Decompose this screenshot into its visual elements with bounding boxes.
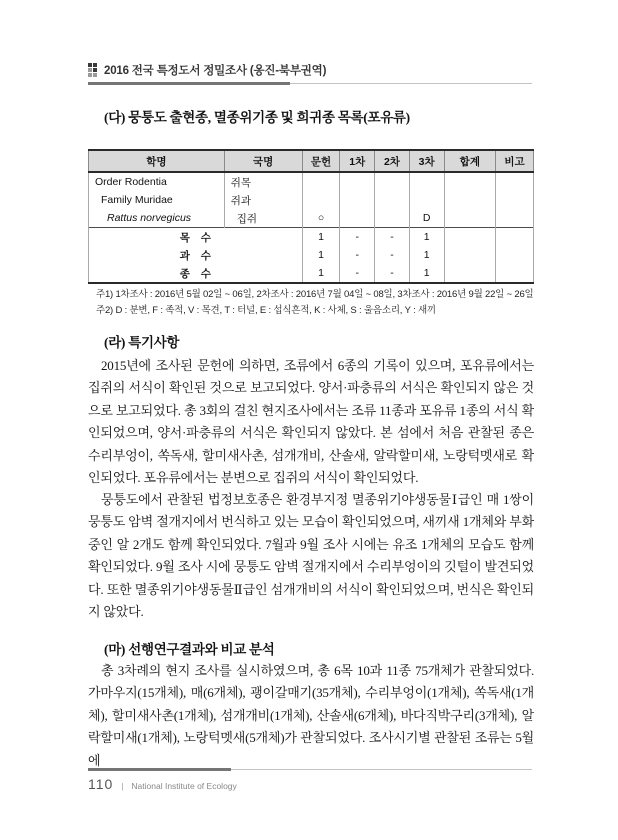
section-heading-ra: (라) 특기사항 [104,335,180,350]
table-row [89,191,534,209]
col-header-note: 비고 [496,150,534,172]
page-footer [88,776,237,792]
cell-survey1 [340,209,375,228]
cell-total [444,264,496,283]
footnote-1: 주1) 1차조사 : 2016년 5월 02일 ~ 06일, 2차조사 : 2016년 7월 04일 ~ 08일, 3차조사 : 2016년 9월 22일 ~ 26일 [96,289,534,300]
col-header-literature: 문헌 [302,150,340,172]
cell-note [496,191,534,209]
cell-survey2 [375,191,410,209]
cell-literature: 1 [302,228,340,247]
footer-divider: | [121,782,124,791]
cell-survey1: - [340,264,375,283]
cell-survey2: - [375,228,410,247]
footnote-2: 주2) D : 분변, F : 족적, V : 목견, T : 터널, E : 섭식흔적, K : 사체, S : 울음소리, Y : 새끼 [96,305,436,316]
cell-total [444,228,496,247]
running-header [88,62,532,78]
cell-literature [302,191,340,209]
cell-survey2: - [375,246,410,264]
paragraph-ma-1: 총 3차례의 현지 조사를 실시하였으며, 총 6목 10과 11종 75개체가 관찰되었다. 가마우지(15개체), 매(6개체), 괭이갈매기(35개체), 수리부엉이(1개체), 쏙독새(1개체), 할미새사촌(1개체), 섬개개비(1개체), 산솔새(6개체), 바다직박구리(3개체), 알락할미새(1개체), 노랑턱멧새(5개체)가 관찰되었다. 조사시기별 관찰된 조류는 5월에 [88,663,534,768]
col-header-survey3: 3차 [409,150,444,172]
summary-row-families [89,246,534,264]
cell-survey3 [409,172,444,191]
sci-name: Order Rodentia [89,172,225,191]
summary-label: 종 수 [89,264,303,283]
cell-literature [302,172,340,191]
col-header-sci-name: 학명 [89,150,225,172]
kor-name: 쥐목 [224,172,302,191]
kor-name: 쥐과 [224,191,302,209]
paragraph-ra-2: 뭉퉁도에서 관찰된 법정보호종은 환경부지정 멸종위기야생동물Ⅰ급인 매 1쌍이 뭉퉁도 암벽 절개지에서 번식하고 있는 모습이 확인되었으며, 새끼새 1개체와 부화 중인 알 2개도 함께 확인되었다. 7월과 9월 조사 시에는 유조 1개체의 모습도 함께 확인되었다. 9월 조사 시에 뭉퉁도 암벽 절개지에서 수리부엉이의 깃털이 발견되었다. 또한 멸종위기야생동물Ⅱ급인 섬개개비의 서식이 확인되었으며, 번식은 확인되지 않았다. [88,492,534,620]
cell-survey2: - [375,264,410,283]
cell-survey3: 1 [409,264,444,283]
summary-row-species [89,264,534,283]
cell-survey1 [340,172,375,191]
table-row [89,172,534,191]
col-header-survey2: 2차 [375,150,410,172]
cell-total [444,172,496,191]
paragraph-ra-1: 2015년에 조사된 문헌에 의하면, 조류에서 6종의 기록이 있으며, 포유류에서는 집쥐의 서식이 확인된 것으로 보고되었다. 양서·파충류의 서식은 확인되지 않은 것으로 보고되었다. 총 3회의 걸친 현지조사에서는 조류 11종과 포유류 1종의 서식 확인되었으며, 양서·파충류의 서식은 확인되지 않았다. 본 섬에서 처음 관찰된 종은 수리부엉이, 쏙독새, 할미새사촌, 섬개개비, 산솔새, 알락할미새, 노랑턱멧새로 확인되었다. 포유류에서는 분변으로 집쥐의 서식이 확인되었다. [88,358,534,486]
section-heading-da: (다) 뭉퉁도 출현종, 멸종위기종 및 희귀종 목록(포유류) [104,110,410,125]
cell-total [444,209,496,228]
footer-organization: National Institute of Ecology [131,781,237,791]
cell-note [496,228,534,247]
cell-literature: ○ [302,209,340,228]
cell-note [496,264,534,283]
table-row [89,209,534,228]
cell-survey2 [375,209,410,228]
cell-survey1: - [340,228,375,247]
col-header-kor-name: 국명 [224,150,302,172]
species-table [88,149,534,284]
cell-total [444,246,496,264]
summary-label: 과 수 [89,246,303,264]
cell-note [496,172,534,191]
cell-survey3: D [409,209,444,228]
sci-name: Family Muridae [89,191,225,209]
page-number: 110 [88,776,114,792]
kor-name: 집쥐 [224,209,302,228]
cell-survey3: 1 [409,246,444,264]
table-footnotes [96,287,536,319]
table-header-row [89,150,534,172]
report-title: 2016 전국 특정도서 정밀조사 (옹진-북부권역) [104,65,327,77]
cell-survey3: 1 [409,228,444,247]
col-header-survey1: 1차 [340,150,375,172]
cell-survey3 [409,191,444,209]
col-header-total: 합계 [444,150,496,172]
summary-row-orders [89,228,534,247]
cell-survey2 [375,172,410,191]
footer-rule [88,768,532,771]
cell-note [496,246,534,264]
dots-grid-icon [88,63,97,77]
cell-note [496,209,534,228]
sci-name: Rattus norvegicus [89,209,225,228]
cell-survey1 [340,191,375,209]
cell-literature: 1 [302,246,340,264]
cell-survey1: - [340,246,375,264]
summary-label: 목 수 [89,228,303,247]
cell-literature: 1 [302,264,340,283]
header-rule [88,82,532,85]
section-heading-ma: (마) 선행연구결과와 비교 분석 [104,642,275,657]
cell-total [444,191,496,209]
